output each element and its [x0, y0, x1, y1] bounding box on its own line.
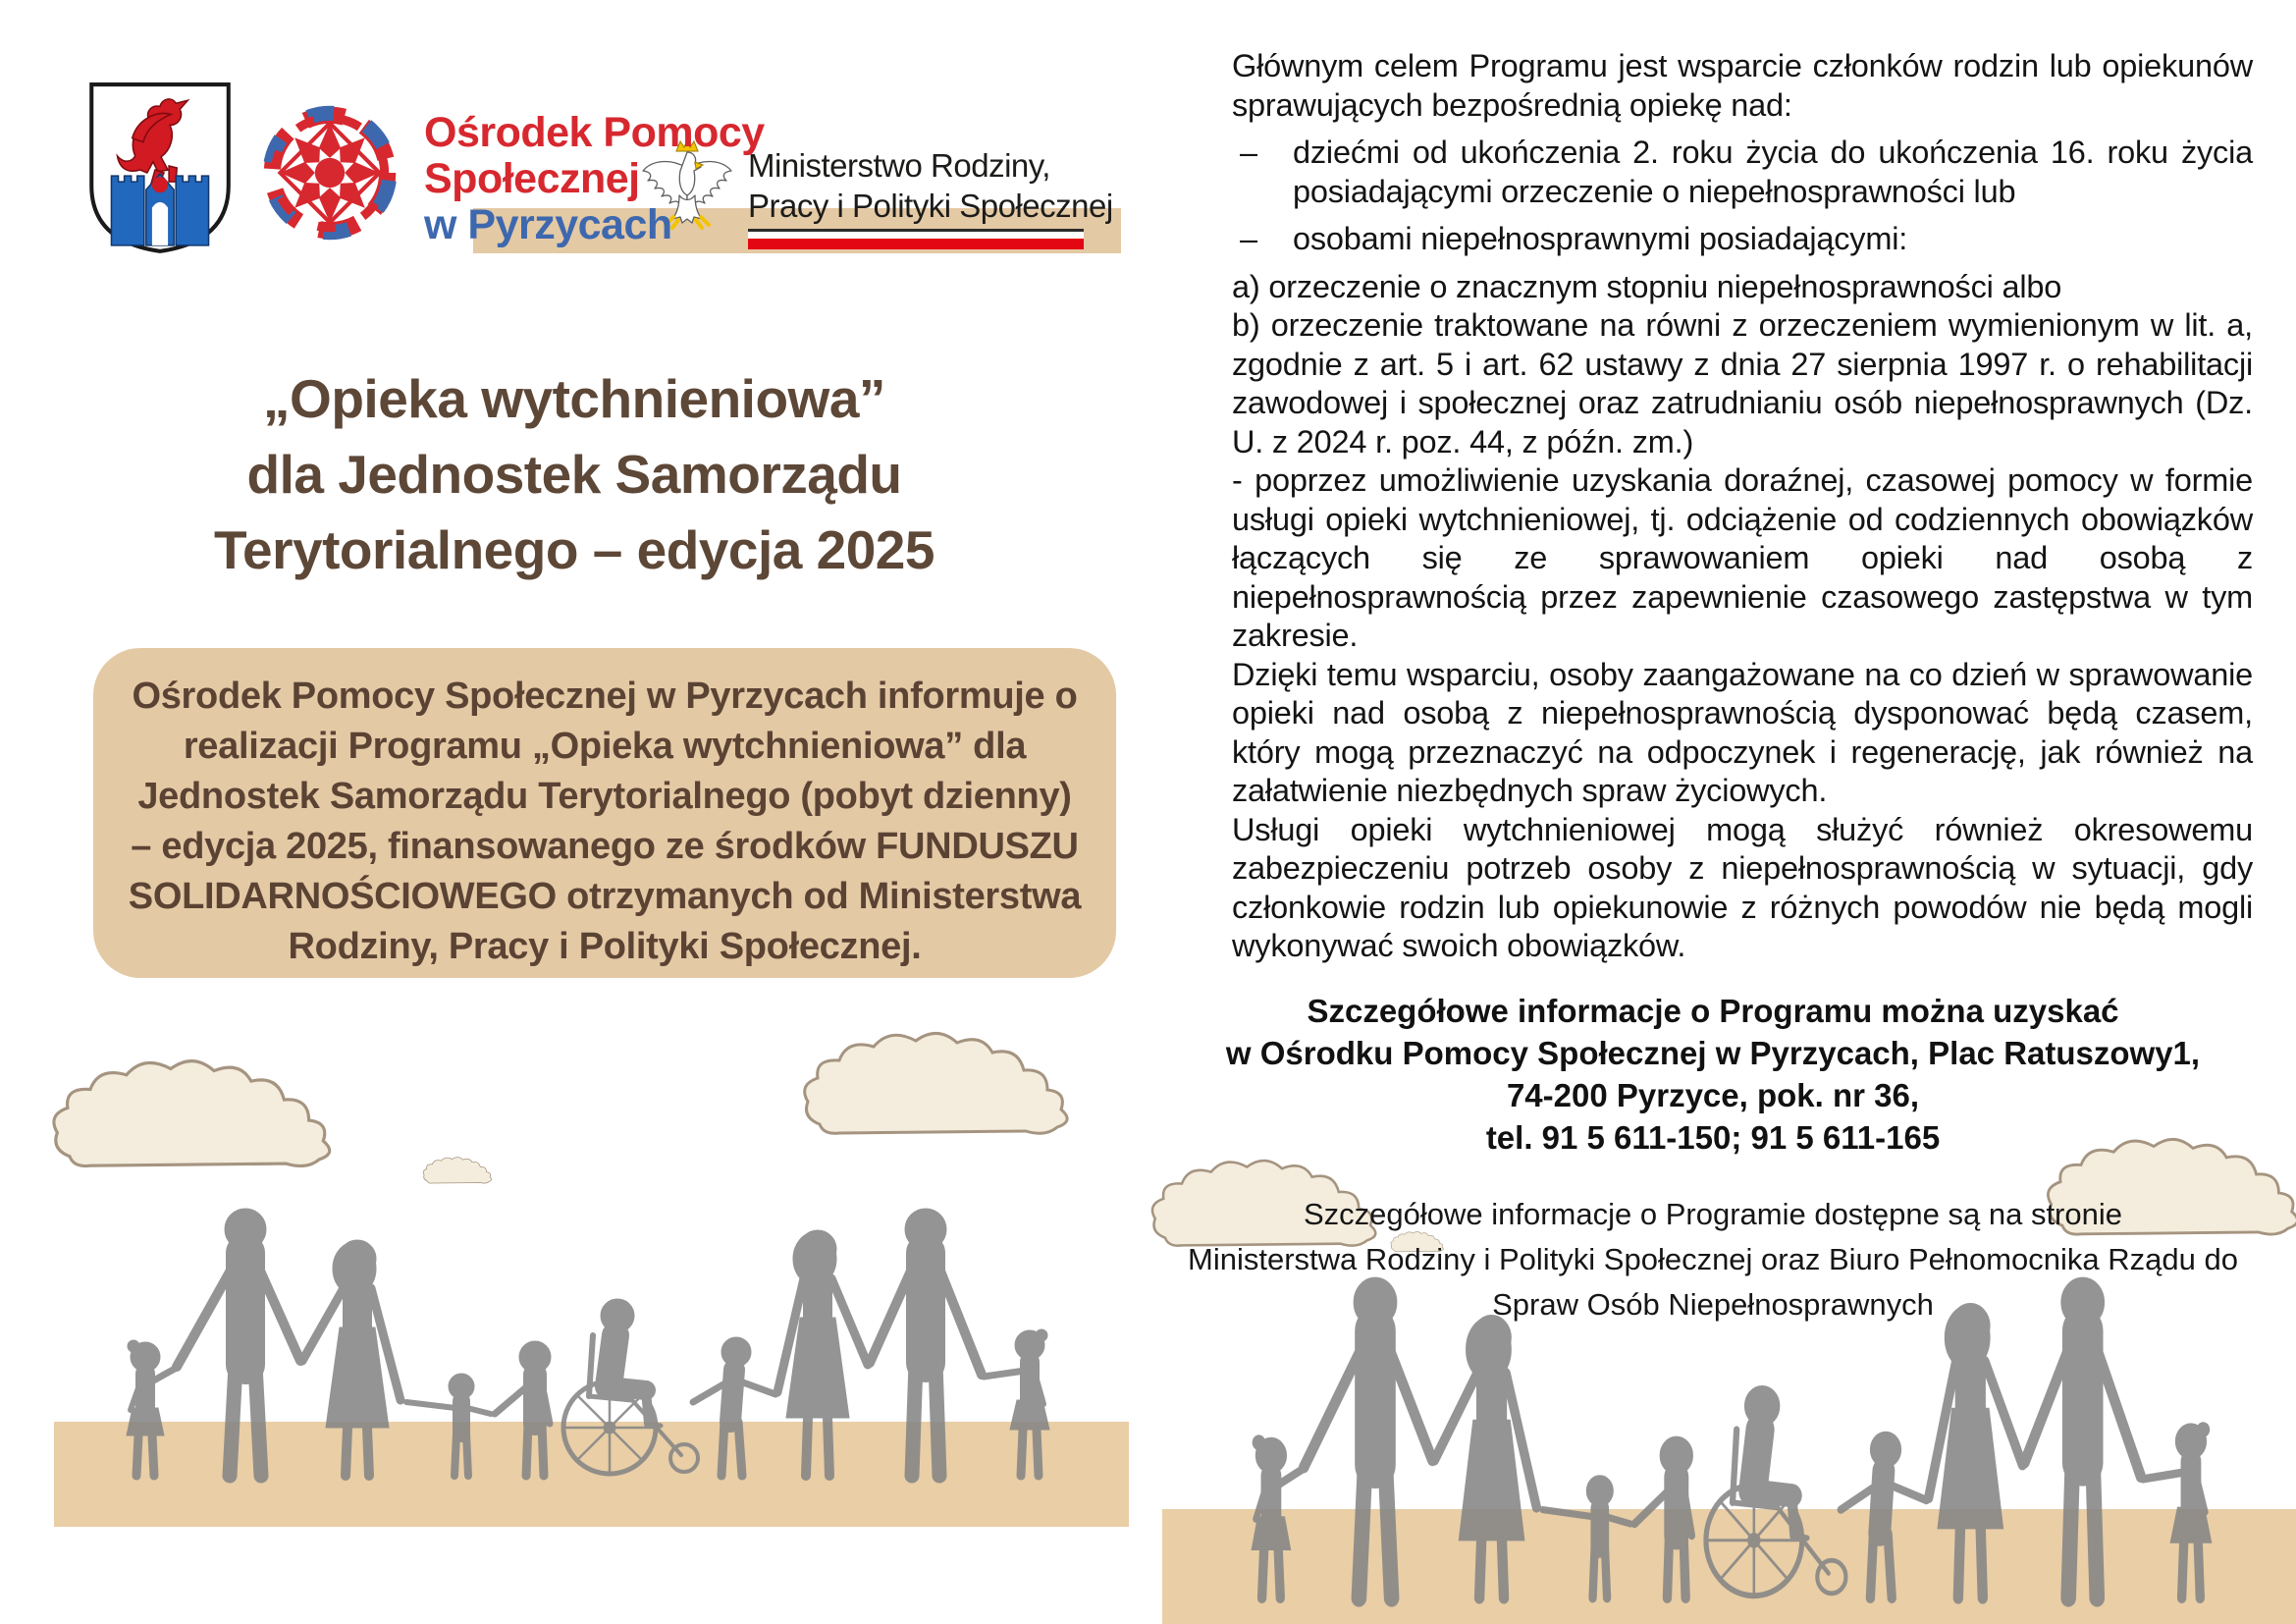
- bullet-text: osobami niepełnosprawnymi posiadającymi:: [1293, 221, 1908, 256]
- program-title-line2: dla Jednostek Samorządu: [246, 444, 902, 505]
- small-cloud-icon: [423, 1158, 492, 1183]
- poland-flag-stripes-icon: [748, 229, 1084, 249]
- contact-line: w Ośrodku Pomocy Społecznej w Pyrzycach, Plac Ratuszowy1,: [1225, 1035, 2201, 1071]
- ministry-name-line2: Pracy i Polityki Społecznej: [748, 188, 1113, 224]
- notice-line: Jednostek Samorządu Terytorialnego (pobyt dzienny): [137, 776, 1072, 817]
- info-line: Ministerstwa Rodziny i Polityki Społecznej oraz Biuro Pełnomocnika Rządu do: [1188, 1242, 2238, 1276]
- ops-name-line2: Społecznej: [424, 155, 640, 202]
- notice-line: SOLIDARNOŚCIOWEGO otrzymanych od Ministerstwa: [128, 876, 1082, 917]
- contact-line: 74-200 Pyrzyce, pok. nr 36,: [1506, 1077, 1920, 1113]
- bullet-text: dziećmi od ukończenia 2. roku życia do ukończenia 16. roku życia posiadającymi orzeczenie o niepełnosprawności lub: [1293, 135, 2253, 209]
- program-title-line1: „Opieka wytchnieniowa”: [263, 368, 885, 429]
- cloud-icon: [54, 1061, 330, 1166]
- ministry-name: [748, 145, 1113, 226]
- paragraph: a) orzeczenie o znacznym stopniu niepełnosprawności albo: [1232, 268, 2062, 304]
- dash-bullet: –: [1240, 221, 1257, 256]
- dash-bullet: –: [1240, 135, 1257, 170]
- notice-line: Ośrodek Pomocy Społecznej w Pyrzycach informuje o: [132, 676, 1078, 717]
- contact-line: Szczegółowe informacje o Programu można uzyskać: [1307, 993, 2119, 1029]
- paragraph: Usługi opieki wytchnieniowej mogą służyć również okresowemu zabezpieczeniu potrzeb osoby z niepełnosprawnością w sytuacji, gdy członkowie rodzin lub opiekunowie z różnych powodów nie będą mogli wykonywać swoich obowiązków.: [1232, 811, 2253, 963]
- paragraph: b) orzeczenie traktowane na równi z orzeczeniem wymienionym w lit. a, zgodnie z art. 5 i art. 62 ustawy z dnia 27 sierpnia 1997 r. o rehabilitacji zawodowej i społecznej oraz zatrudnianiu osób niepełnosprawnych (Dz. U. z 2024 r. poz. 44, z późn. zm.): [1232, 307, 2253, 460]
- program-title: [69, 361, 1080, 588]
- program-description: [1232, 47, 2253, 966]
- cloud-icon: [805, 1033, 1067, 1133]
- paragraph: Dzięki temu wsparciu, osoby zaangażowane na co dzień w sprawowanie opieki nad osobą z niepełnosprawnością dysponować będą czasem, który mogą przeznaczyć na odpoczynek i regenerację, jak również na załatwienie niezbędnych spraw życiowych.: [1232, 656, 2253, 808]
- contact-phone: tel. 91 5 611-150; 91 5 611-165: [1485, 1119, 1941, 1156]
- notice-line: – edycja 2025, finansowanego ze środków FUNDUSZU: [131, 826, 1079, 867]
- info-line: Spraw Osób Niepełnosprawnych: [1492, 1287, 1934, 1322]
- coat-of-arms-pyrzyce-icon: [84, 79, 236, 257]
- family-illustration: [0, 1011, 1148, 1624]
- ops-name-line3: w Pyrzycach: [424, 201, 672, 248]
- notice-box: [93, 648, 1116, 978]
- notice-line: Rodziny, Pracy i Polityki Społecznej.: [288, 926, 922, 967]
- ground-strip: [54, 1422, 1129, 1527]
- ops-name: [424, 110, 765, 248]
- paragraph: Głównym celem Programu jest wsparcie członków rodzin lub opiekunów sprawujących bezpośrednią opiekę nad:: [1232, 48, 2253, 123]
- ground-strip: [1162, 1509, 2296, 1624]
- flyer-back-page: [1148, 0, 2296, 1624]
- contact-block: [1168, 990, 2258, 1159]
- bullet-item: [1232, 220, 2253, 259]
- ops-swirl-logo-icon: [245, 88, 414, 257]
- bullet-item: [1232, 134, 2253, 211]
- ministry-name-line1: Ministerstwo Rodziny,: [748, 147, 1050, 184]
- program-title-line3: Terytorialnego – edycja 2025: [214, 519, 934, 580]
- info-block: [1168, 1192, 2258, 1327]
- info-line: Szczegółowe informacje o Programie dostępne są na stronie: [1303, 1197, 2122, 1231]
- paragraph: - poprzez umożliwienie uzyskania doraźnej, czasowej pomocy w formie usługi opieki wytchnieniowej, tj. odciążenie od codziennych obowiązków łączących się ze sprawowaniem opieki nad osobą z niepełnosprawnością przez zapewnienie czasowego zastępstwa w tym zakresie.: [1232, 462, 2253, 653]
- ops-name-line1: Ośrodek Pomocy: [424, 109, 765, 156]
- notice-line: realizacji Programu „Opieka wytchnieniowa” dla: [183, 726, 1027, 767]
